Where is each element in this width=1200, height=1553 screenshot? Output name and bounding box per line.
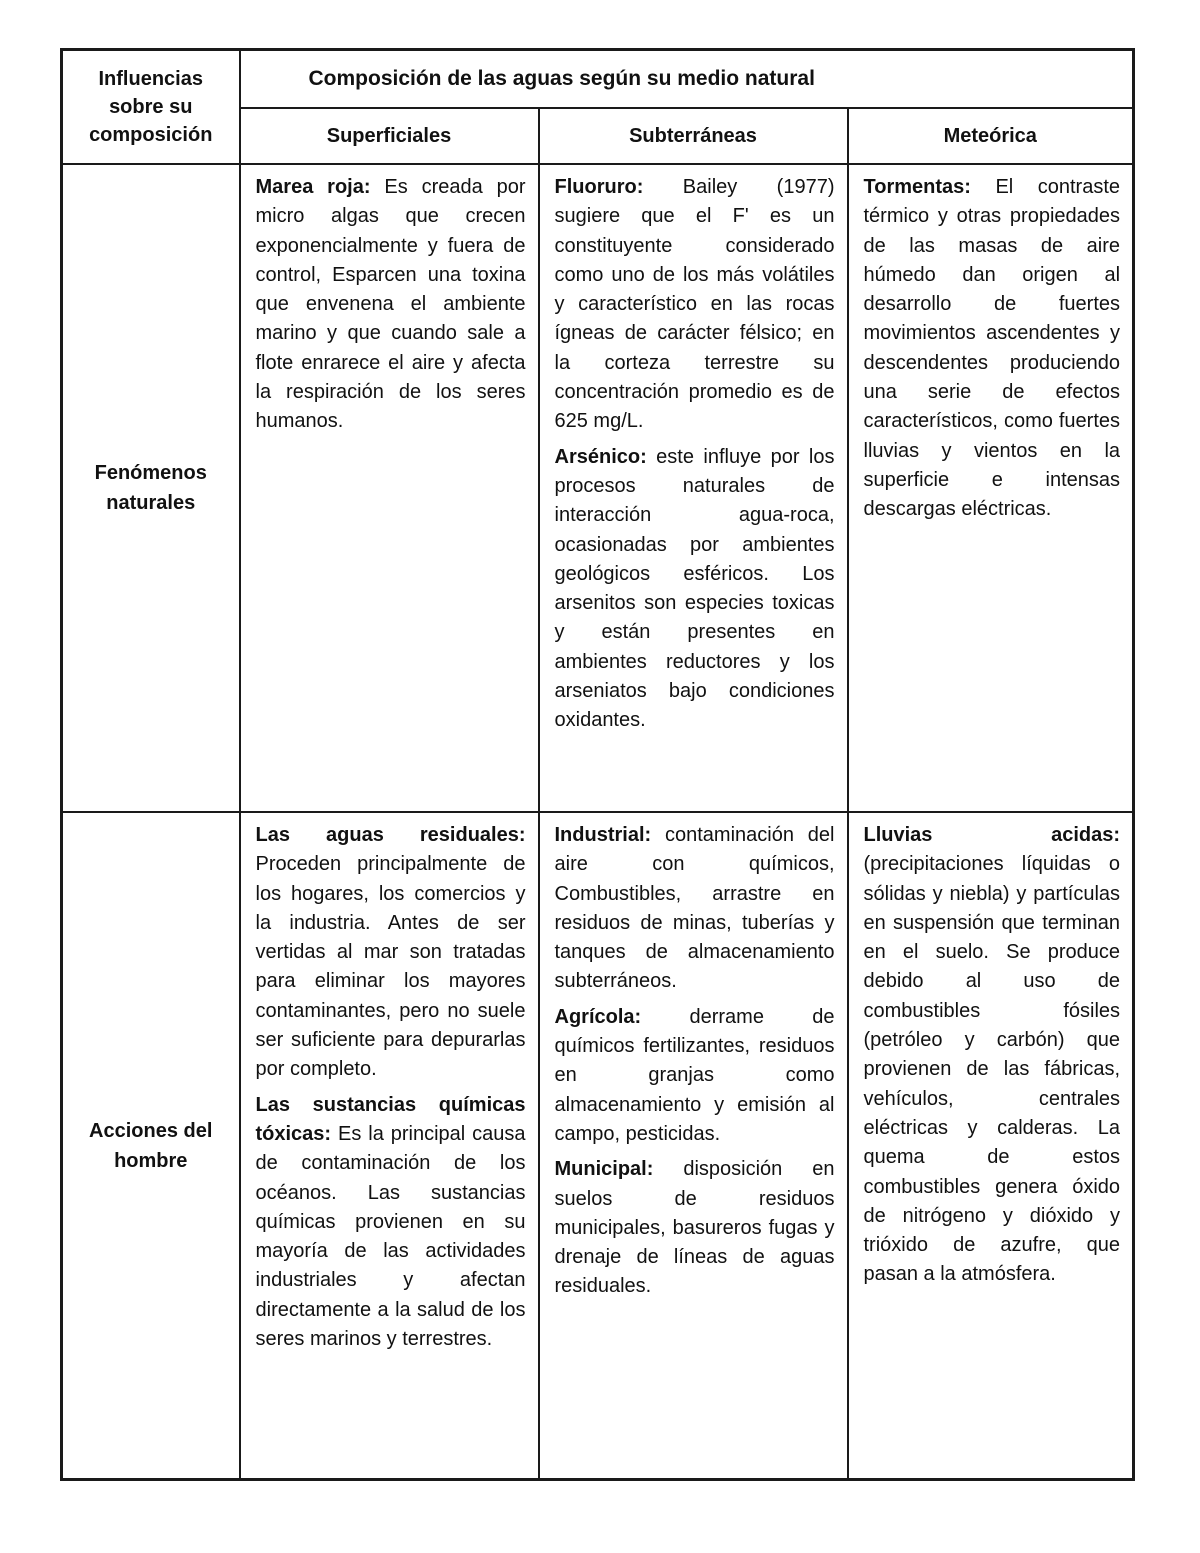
paragraph — [256, 173, 526, 437]
description: disposición en suelos de residuos municipales, basureros fugas y drenaje de líneas de aguas residuales. — [554, 1158, 835, 1298]
header-influencias-line1: Influencias — [98, 68, 203, 90]
paragraph — [256, 821, 526, 1085]
paragraph — [555, 1003, 835, 1149]
cell-fenomenos-superficiales — [240, 164, 539, 812]
description: (precipitaciones líquidas o sólidas y niebla) y partículas en suspensión que terminan en el suelo. Se produce debido al uso de combustibles fósiles (petróleo y carbón) que provienen de las fábricas, vehículos, centrales eléctricas y calderas. La quema de estos combustibles genera óxido de nitrógeno y dióxido y trióxido de azufre, que pasan a la atmósfera. — [863, 853, 1121, 1286]
header-influencias-line3: composición — [89, 124, 213, 146]
paragraph — [555, 821, 835, 997]
row-label-line2: hombre — [114, 1149, 188, 1172]
description: El contraste térmico y otras propiedades de las masas de aire húmedo dan origen al desarrollo de fuertes movimientos ascendentes y descendentes produciendo una serie de efectos característicos, como fuertes lluvias y vientos en la superficie e intensas descargas eléctricas. — [863, 176, 1121, 521]
header-meteorica: Meteórica — [848, 108, 1134, 164]
row-label-line1: Fenómenos — [94, 462, 207, 484]
description: este influye por los procesos naturales de interacción agua-roca, ocasionadas por ambientes geológicos esféricos. Los arsenitos son especies toxicas y están presentes en ambientes reductores y los arseniatos bajo condiciones oxidantes. — [554, 445, 835, 732]
header-subterraneas: Subterráneas — [539, 108, 848, 164]
row-label-line1: Acciones del — [89, 1119, 213, 1142]
row-label-line2: naturales — [106, 492, 196, 514]
paragraph — [864, 821, 1121, 1290]
term: Tormentas: — [863, 176, 971, 198]
paragraph — [555, 443, 835, 736]
header-influencias-line2: sobre su — [109, 96, 193, 118]
row-label-fenomenos — [62, 164, 240, 812]
header-influencias — [62, 50, 240, 165]
cell-acciones-superficiales — [240, 812, 539, 1480]
header-superficiales: Superficiales — [240, 108, 539, 164]
cell-fenomenos-meteorica — [848, 164, 1134, 812]
term: Industrial: — [554, 824, 652, 846]
description: Es la principal causa de contaminación de los océanos. Las sustancias químicas provienen en su mayoría de las actividades industriales y afectan directamente a la salud de los seres marinos y terrestres. — [255, 1122, 526, 1351]
term: Municipal: — [554, 1158, 654, 1181]
paragraph — [555, 173, 835, 437]
term: Las aguas residuales: — [255, 824, 526, 846]
term: Agrícola: — [554, 1005, 642, 1028]
term: Marea roja: — [255, 176, 371, 198]
term: Lluvias acidas: — [863, 824, 1121, 846]
composition-table — [60, 48, 1135, 1481]
cell-acciones-meteorica — [848, 812, 1134, 1480]
cell-fenomenos-subterraneas — [539, 164, 848, 812]
paragraph — [256, 1091, 526, 1355]
description: derrame de químicos fertilizantes, residuos en granjas como almacenamiento y emisión al campo, pesticidas. — [554, 1005, 835, 1145]
description: Proceden principalmente de los hogares, los comercios y la industria. Antes de ser vertidas al mar son tratadas para eliminar los mayores contaminantes, pero no suele ser suficiente para depurarlas por completo. — [255, 853, 526, 1081]
description: Bailey (1977) sugiere que el F' es un constituyente considerado como uno de los más volátiles y característico en las rocas ígneas de carácter félsico; en la corteza terrestre su concentración promedio es de 625 mg/L. — [554, 176, 835, 433]
paragraph — [864, 173, 1121, 525]
term: Arsénico: — [554, 445, 647, 468]
header-composicion: Composición de las aguas según su medio natural — [240, 50, 1134, 109]
paragraph — [555, 1155, 835, 1301]
description: contaminación del aire con químicos, Combustibles, arrastre en residuos de minas, tuberías y tanques de almacenamiento subterráneos. — [554, 824, 835, 993]
cell-acciones-subterraneas — [539, 812, 848, 1480]
term: Las sustancias químicas tóxicas: — [255, 1093, 526, 1145]
row-label-acciones — [62, 812, 240, 1480]
description: Es creada por micro algas que crecen exponencialmente y fuera de control, Esparcen una toxina que envenena el ambiente marino y que cuando sale a flote enrarece el aire y afecta la respiración de los seres humanos. — [255, 176, 526, 433]
term: Fluoruro: — [554, 176, 644, 198]
